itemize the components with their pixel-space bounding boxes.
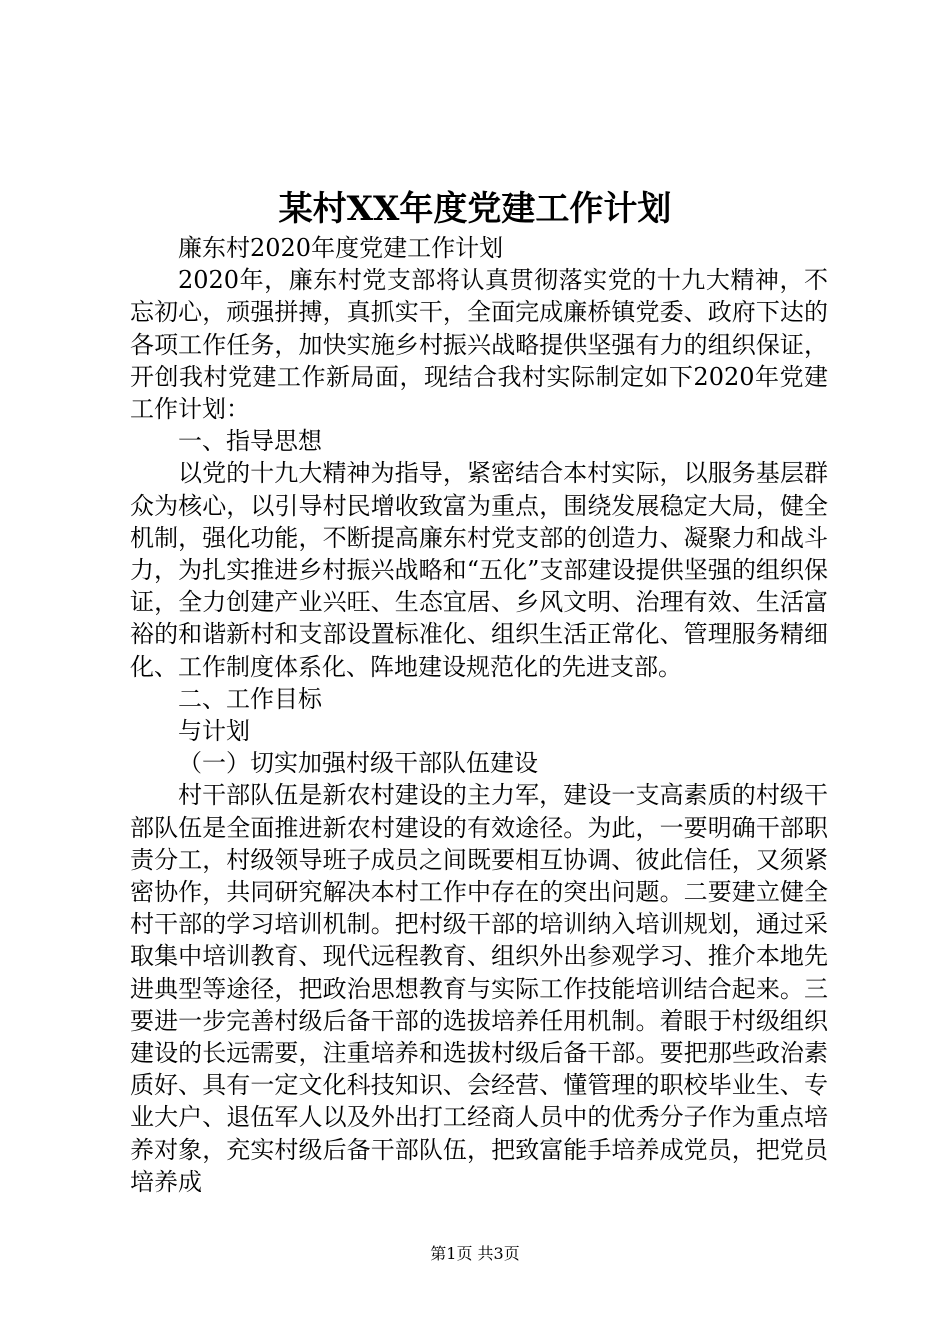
section-heading-guiding-thought: 一、指导思想 (178, 427, 322, 456)
section-heading-plan: 与计划 (178, 717, 250, 746)
document-body (130, 232, 828, 1198)
document-title: 某村XX年度党建工作计划 (278, 189, 672, 229)
paragraph-cadre-building: 村干部队伍是新农村建设的主力军，建设一支高素质的村级干部队伍是全面推进新农村建设的有效途径。为此，一要明确干部职责分工，村级领导班子成员之间既要相互协调、彼此信任，又须紧密协作，共同研究解决本村工作中存在的突出问题。二要建立健全村干部的学习培训机制。把村级干部的培训纳入培训规划，通过采取集中培训教育、现代远程教育、组织外出参观学习、推介本地先进典型等途径，把政治思想教育与实际工作技能培训结合起来。三要进一步完善村级后备干部的选拔培养任用机制。着眼于村级组织建设的长远需要，注重培养和选拔村级后备干部。要把那些政治素质好、具有一定文化科技知识、会经营、懂管理的职校毕业生、专业大户、退伍军人以及外出打工经商人员中的优秀分子作为重点培养对象，充实村级后备干部队伍，把致富能手培养成党员，把党员培养成 (130, 781, 828, 1196)
paragraph-guiding-thought: 以党的十九大精神为指导，紧密结合本村实际，以服务基层群众为核心，以引导村民增收致富为重点，围绕发展稳定大局，健全机制，强化功能，不断提高廉东村党支部的创造力、凝聚力和战斗力，为扎实推进乡村振兴战略和“五化”支部建设提供坚强的组织保证，全力创建产业兴旺、生态宜居、乡风文明、治理有效、生活富裕的和谐新村和支部设置标准化、组织生活正常化、管理服务精细化、工作制度体系化、阵地建设规范化的先进支部。 (130, 459, 828, 681)
paragraph-intro: 2020年，廉东村党支部将认真贯彻落实党的十九大精神，不忘初心，顽强拼搏，真抓实干，全面完成廉桥镇党委、政府下达的各项工作任务，加快实施乡村振兴战略提供坚强有力的组织保证，开创我村党建工作新局面，现结合我村实际制定如下2020年党建工作计划： (130, 266, 828, 424)
paragraph-subtitle: 廉东村2020年度党建工作计划 (178, 234, 504, 262)
section-heading-work-goals: 二、工作目标 (178, 684, 322, 713)
page-number-footer: 第1页 共3页 (430, 1244, 520, 1263)
subsection-heading-cadre-building: （一）切实加强村级干部队伍建设 (178, 749, 538, 778)
